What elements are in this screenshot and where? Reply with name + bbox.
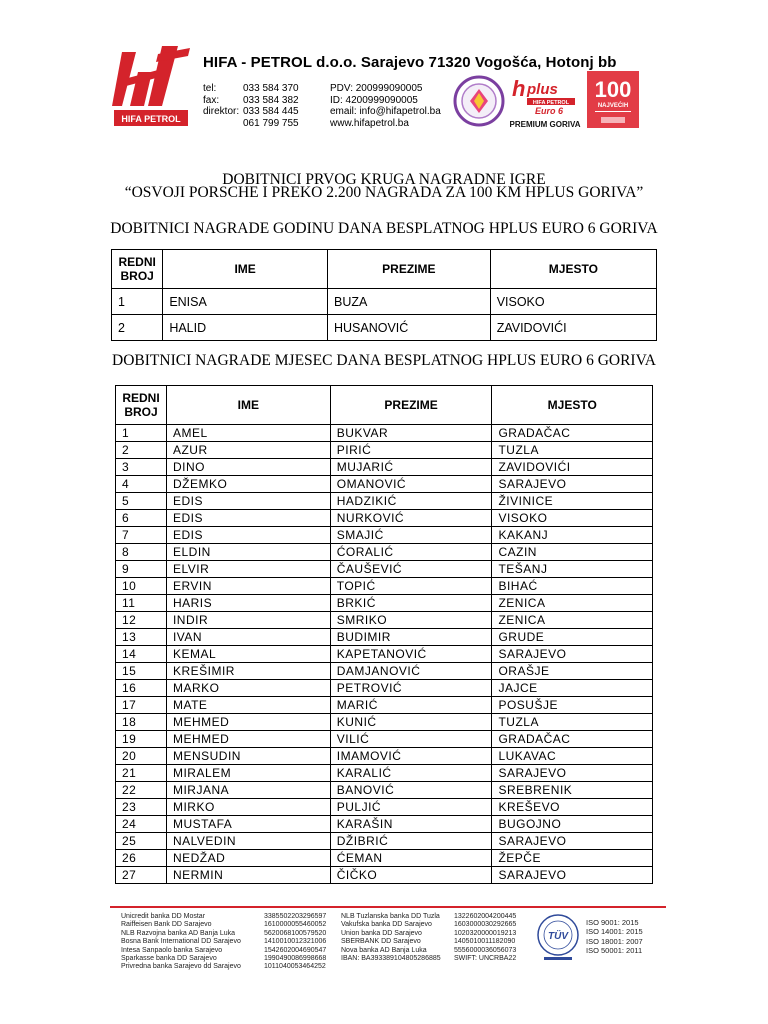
table-row <box>116 561 653 578</box>
svg-text:plus: plus <box>527 81 558 98</box>
svg-text:Euro 6: Euro 6 <box>534 106 564 116</box>
cell-place: SARAJEVO <box>492 646 653 663</box>
cell-name: MIRJANA <box>166 782 330 799</box>
table-row <box>116 680 653 697</box>
cell-place: TEŠANJ <box>492 561 653 578</box>
table-row <box>116 850 653 867</box>
footer-accounts-left: 3385502203296597 1610000055460052 5620068100579520 1410010012321006 1542602004690547 1990490086998668 1011040053464252 <box>264 913 327 971</box>
cell-surname: VILIĆ <box>330 731 492 748</box>
main-subtitle: “OSVOJI PORSCHE I PREKO 2.200 NAGRADA ZA 100 KM HPLUS GORIVA” <box>124 184 644 201</box>
cell-no: 12 <box>116 612 167 629</box>
cell-no: 17 <box>116 697 167 714</box>
cell-surname: ĆEMAN <box>330 850 492 867</box>
cell-name: MUSTAFA <box>166 816 330 833</box>
cell-surname: TOPIĆ <box>330 578 492 595</box>
table-row <box>116 476 653 493</box>
cell-surname: OMANOVIĆ <box>330 476 492 493</box>
cell-name: HARIS <box>166 595 330 612</box>
table-row <box>116 493 653 510</box>
table-row <box>116 595 653 612</box>
cell-surname: MUJARIĆ <box>330 459 492 476</box>
cell-no: 26 <box>116 850 167 867</box>
table-row <box>116 697 653 714</box>
svg-text:HIFA PETROL: HIFA PETROL <box>532 100 570 106</box>
table-row <box>116 459 653 476</box>
cell-surname: HUSANOVIĆ <box>327 315 490 341</box>
cell-place: ZENICA <box>492 612 653 629</box>
cell-surname: IMAMOVIĆ <box>330 748 492 765</box>
footer-accounts-right: 1322602004200445 1603000030292665 1020320000019213 1405010011182090 5556000036056073 SWIFT: UNCRBA22 <box>454 913 517 963</box>
table-row <box>116 646 653 663</box>
cell-surname: KARAŠIN <box>330 816 492 833</box>
cell-place: KAKANJ <box>492 527 653 544</box>
cell-name: DINO <box>166 459 330 476</box>
cell-surname: BRKIĆ <box>330 595 492 612</box>
contact-ids: PDV: 200999090005 ID: 4200999090005 email: info@hifapetrol.ba www.hifapetrol.ba <box>330 83 441 130</box>
cell-place: ZAVIDOVIĆI <box>490 315 656 341</box>
table-row <box>116 629 653 646</box>
cell-name: AZUR <box>166 442 330 459</box>
cell-name: AMEL <box>166 425 330 442</box>
cell-place: SREBRENIK <box>492 782 653 799</box>
hifa-petrol-logo <box>112 44 190 128</box>
svg-text:h: h <box>512 76 526 101</box>
cell-name: MIRALEM <box>166 765 330 782</box>
cell-no: 1 <box>112 289 163 315</box>
cell-place: ZAVIDOVIĆI <box>492 459 653 476</box>
main-title: DOBITNICI PRVOG KRUGA NAGRADNE IGRE <box>222 171 546 188</box>
cell-surname: SMRIKO <box>330 612 492 629</box>
cell-no: 15 <box>116 663 167 680</box>
cell-place: SARAJEVO <box>492 867 653 884</box>
cell-no: 3 <box>116 459 167 476</box>
cell-no: 19 <box>116 731 167 748</box>
col-header-no: REDNI BROJ <box>112 250 163 289</box>
winners-month-table <box>115 385 653 884</box>
cell-name: EDIS <box>166 527 330 544</box>
cell-surname: SMAJIĆ <box>330 527 492 544</box>
cell-no: 6 <box>116 510 167 527</box>
cell-place: VISOKO <box>490 289 656 315</box>
cell-place: SARAJEVO <box>492 765 653 782</box>
cell-name: ELVIR <box>166 561 330 578</box>
cell-surname: BUKVAR <box>330 425 492 442</box>
footer-divider <box>110 906 666 908</box>
table-row <box>116 578 653 595</box>
table-row <box>116 714 653 731</box>
cell-name: ELDIN <box>166 544 330 561</box>
table-row <box>116 544 653 561</box>
cell-no: 2 <box>116 442 167 459</box>
cell-place: SARAJEVO <box>492 476 653 493</box>
cell-name: INDIR <box>166 612 330 629</box>
cell-place: BUGOJNO <box>492 816 653 833</box>
col-header-place: MJESTO <box>490 250 656 289</box>
cell-surname: BUZA <box>327 289 490 315</box>
cell-place: CAZIN <box>492 544 653 561</box>
winners-year-table <box>111 249 657 341</box>
cell-place: POSUŠJE <box>492 697 653 714</box>
col-header-name: IME <box>163 250 328 289</box>
award-seal-badge <box>453 75 505 127</box>
svg-text:PREMIUM GORIVA: PREMIUM GORIVA <box>509 120 581 129</box>
contact-labels: tel: fax: direktor: <box>203 83 240 118</box>
cell-name: NERMIN <box>166 867 330 884</box>
cell-name: DŽEMKO <box>166 476 330 493</box>
cell-place: TUZLA <box>492 442 653 459</box>
cell-no: 14 <box>116 646 167 663</box>
table-row <box>116 867 653 884</box>
cell-no: 5 <box>116 493 167 510</box>
cell-place: ŽEPČE <box>492 850 653 867</box>
table-row <box>116 816 653 833</box>
contact-values: 033 584 370 033 584 382 033 584 445 061 799 755 <box>243 83 299 130</box>
table-header-row <box>112 250 657 289</box>
cell-surname: BANOVIĆ <box>330 782 492 799</box>
cell-no: 4 <box>116 476 167 493</box>
cell-name: EDIS <box>166 510 330 527</box>
cell-place: GRADAČAC <box>492 731 653 748</box>
cell-place: JAJCE <box>492 680 653 697</box>
cell-surname: KAPETANOVIĆ <box>330 646 492 663</box>
cell-place: BIHAĆ <box>492 578 653 595</box>
cell-no: 20 <box>116 748 167 765</box>
cell-surname: HADZIKIĆ <box>330 493 492 510</box>
cell-no: 16 <box>116 680 167 697</box>
cell-no: 23 <box>116 799 167 816</box>
cell-no: 10 <box>116 578 167 595</box>
cell-no: 13 <box>116 629 167 646</box>
table-row <box>116 663 653 680</box>
cell-surname: PULJIĆ <box>330 799 492 816</box>
table-row <box>116 510 653 527</box>
cell-no: 9 <box>116 561 167 578</box>
cell-name: IVAN <box>166 629 330 646</box>
svg-text:100: 100 <box>594 77 632 102</box>
cell-surname: MARIĆ <box>330 697 492 714</box>
cell-no: 2 <box>112 315 163 341</box>
cell-surname: ČAUŠEVIĆ <box>330 561 492 578</box>
cell-no: 24 <box>116 816 167 833</box>
cell-surname: PETROVIĆ <box>330 680 492 697</box>
section-title-month: DOBITNICI NAGRADE MJESEC DANA BESPLATNOG HPLUS EURO 6 GORIVA <box>112 352 656 369</box>
table-header-row <box>116 386 653 425</box>
table-row <box>116 833 653 850</box>
cell-name: ENISA <box>163 289 328 315</box>
cell-no: 22 <box>116 782 167 799</box>
company-name: HIFA - PETROL d.o.o. Sarajevo 71320 Vogošća, Hotonj bb <box>203 54 617 71</box>
cell-surname: KUNIĆ <box>330 714 492 731</box>
cell-name: HALID <box>163 315 328 341</box>
cell-name: MEHMED <box>166 714 330 731</box>
cell-surname: PIRIĆ <box>330 442 492 459</box>
col-header-no: REDNI BROJ <box>116 386 167 425</box>
table-row <box>116 527 653 544</box>
cell-surname: DŽIBRIĆ <box>330 833 492 850</box>
cell-no: 1 <box>116 425 167 442</box>
cell-name: NALVEDIN <box>166 833 330 850</box>
cell-place: VISOKO <box>492 510 653 527</box>
table-row <box>116 612 653 629</box>
cell-no: 25 <box>116 833 167 850</box>
cell-place: LUKAVAC <box>492 748 653 765</box>
cell-name: MARKO <box>166 680 330 697</box>
cell-no: 18 <box>116 714 167 731</box>
cell-name: ERVIN <box>166 578 330 595</box>
cell-name: MEHMED <box>166 731 330 748</box>
footer-iso-certificates: ISO 9001: 2015 ISO 14001: 2015 ISO 18001: 2007 ISO 50001: 2011 <box>586 918 643 955</box>
cell-surname: ČIČKO <box>330 867 492 884</box>
cell-name: MENSUDIN <box>166 748 330 765</box>
cell-no: 21 <box>116 765 167 782</box>
cell-no: 8 <box>116 544 167 561</box>
cell-place: GRADAČAC <box>492 425 653 442</box>
section-title-year: DOBITNICI NAGRADE GODINU DANA BESPLATNOG HPLUS EURO 6 GORIVA <box>110 220 658 237</box>
col-header-surname: PREZIME <box>330 386 492 425</box>
tuv-certification-logo <box>536 913 580 963</box>
cell-place: GRUDE <box>492 629 653 646</box>
footer-banks-left: Unicredit banka DD Mostar Raiffeisen Bank DD Sarajevo NLB Razvojna banka AD Banja Luka Bosna Bank International DD Sarajevo Intesa Sanpaolo banka Sarajevo Sparkasse banka DD Sarajevo Privredna banka Sarajevo dd Sarajevo <box>121 913 241 971</box>
col-header-place: MJESTO <box>492 386 653 425</box>
cell-surname: BUDIMIR <box>330 629 492 646</box>
cell-surname: DAMJANOVIĆ <box>330 663 492 680</box>
cell-name: MATE <box>166 697 330 714</box>
cell-name: MIRKO <box>166 799 330 816</box>
cell-no: 11 <box>116 595 167 612</box>
cell-place: ZENICA <box>492 595 653 612</box>
hplus-euro6-badge <box>509 74 581 130</box>
cell-no: 7 <box>116 527 167 544</box>
cell-place: KREŠEVO <box>492 799 653 816</box>
col-header-name: IME <box>166 386 330 425</box>
cell-name: NEDŽAD <box>166 850 330 867</box>
table-row <box>112 315 657 341</box>
cell-name: KEMAL <box>166 646 330 663</box>
svg-text:TÜV: TÜV <box>548 931 568 942</box>
col-header-surname: PREZIME <box>327 250 490 289</box>
cell-no: 27 <box>116 867 167 884</box>
cell-name: EDIS <box>166 493 330 510</box>
cell-place: SARAJEVO <box>492 833 653 850</box>
table-row <box>116 748 653 765</box>
table-row <box>116 782 653 799</box>
table-row <box>116 765 653 782</box>
cell-surname: NURKOVIĆ <box>330 510 492 527</box>
footer-banks-right: NLB Tuzlanska banka DD Tuzla Vakufska banka DD Sarajevo Union banka DD Sarajevo SBERBANK DD Sarajevo Nova banka AD Banja Luka IBAN: BA393389104805286885 <box>341 913 441 963</box>
table-row <box>112 289 657 315</box>
svg-text:NAJVEĆIH: NAJVEĆIH <box>597 103 629 109</box>
cell-place: ŽIVINICE <box>492 493 653 510</box>
table-row <box>116 442 653 459</box>
table-row <box>116 731 653 748</box>
cell-place: TUZLA <box>492 714 653 731</box>
cell-name: KREŠIMIR <box>166 663 330 680</box>
cell-surname: ĆORALIĆ <box>330 544 492 561</box>
top-100-badge <box>587 71 639 128</box>
table-row <box>116 799 653 816</box>
logo-text: HIFA PETROL <box>121 114 181 124</box>
cell-surname: KARALIĆ <box>330 765 492 782</box>
table-row <box>116 425 653 442</box>
cell-place: ORAŠJE <box>492 663 653 680</box>
